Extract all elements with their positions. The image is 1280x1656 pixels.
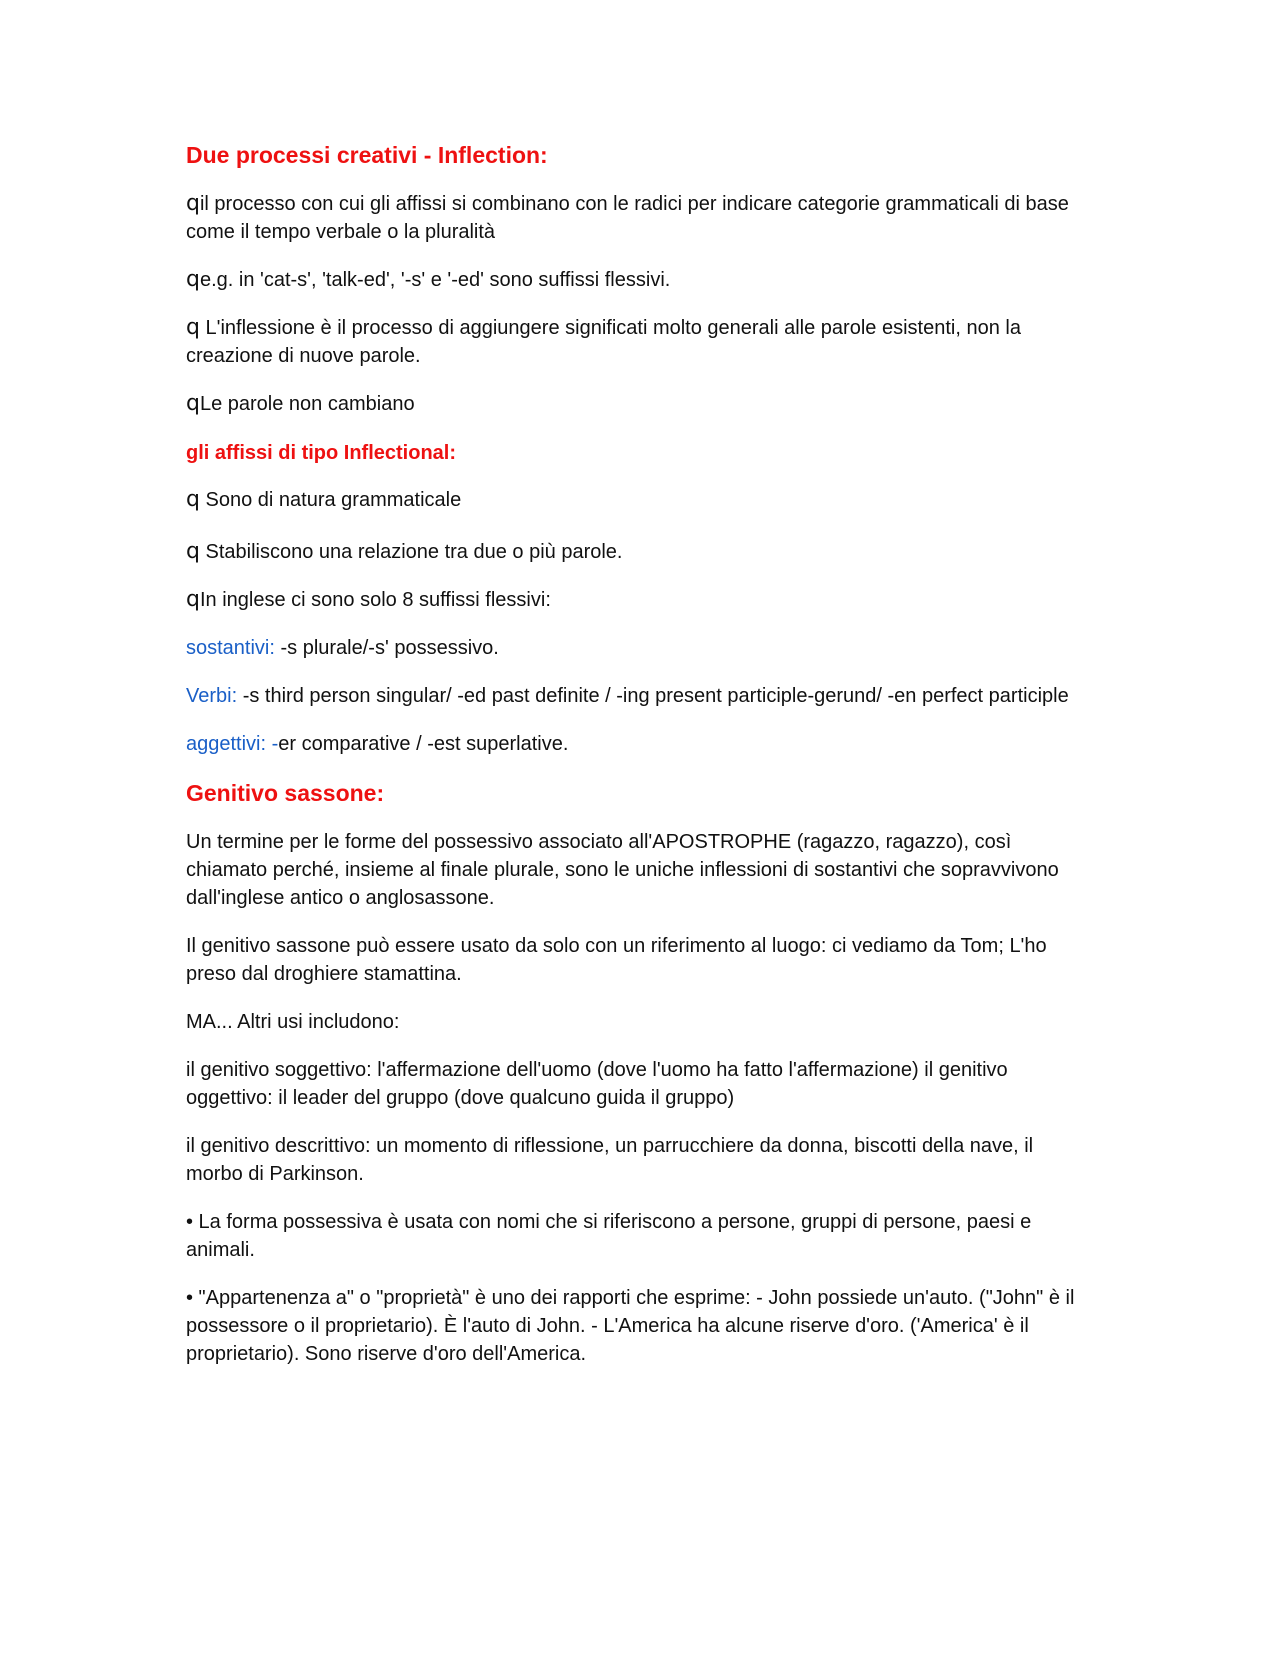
bullet-q-glyph: q xyxy=(186,587,200,612)
paragraph-text: er comparative / -est superlative. xyxy=(278,733,569,755)
paragraph-genitivo-luogo: Il genitivo sassone può essere usato da solo con un riferimento al luogo: ci vediamo da Tom; L'ho preso dal droghiere stamattina. xyxy=(186,935,1047,985)
paragraph-natura-grammaticale xyxy=(186,486,1086,514)
bullet-q-glyph: q xyxy=(186,267,200,292)
paragraph-text: -s third person singular/ -ed past definite / -ing present participle-gerund/ -en perfect participle xyxy=(237,685,1069,707)
paragraph-parole-non-cambiano xyxy=(186,390,1086,418)
paragraph-genitivo-soggettivo: il genitivo soggettivo: l'affermazione dell'uomo (dove l'uomo ha fatto l'affermazione) il genitivo oggettivo: il leader del gruppo (dove qualcuno guida il gruppo) xyxy=(186,1059,1008,1109)
paragraph-sostantivi xyxy=(186,634,1086,662)
paragraph-appartenenza: • "Appartenenza a" o "proprietà" è uno dei rapporti che esprime: - John possiede un'auto. ("John" è il possessore o il proprietario). È l'auto di John. - L'America ha alcune riserve d'oro. ('America' è il proprietario). Sono riserve d'oro dell'America. xyxy=(186,1287,1075,1365)
bullet-q-glyph: q xyxy=(186,315,200,340)
heading-genitivo-sassone: Genitivo sassone: xyxy=(186,780,385,806)
paragraph-forma-possessiva: • La forma possessiva è usata con nomi che si riferiscono a persone, gruppi di persone, paesi e animali. xyxy=(186,1211,1032,1261)
paragraph-inflessione xyxy=(186,314,1086,370)
document-page xyxy=(186,140,1086,1388)
paragraph-text: Sono di natura grammaticale xyxy=(199,489,462,511)
paragraph-example xyxy=(186,266,1086,294)
label-aggettivi: aggettivi: - xyxy=(186,733,279,755)
paragraph-text: -s plurale/-s' possessivo. xyxy=(280,637,499,659)
paragraph-text: Le parole non cambiano xyxy=(199,393,415,415)
paragraph-inflection-definition xyxy=(186,190,1086,246)
paragraph-aggettivi xyxy=(186,730,1086,758)
heading-inflection: Due processi creativi - Inflection: xyxy=(186,142,548,168)
paragraph-altri-usi: MA... Altri usi includono: xyxy=(186,1011,400,1033)
paragraph-text: In inglese ci sono solo 8 suffissi flessivi: xyxy=(199,589,551,611)
paragraph-text: Stabiliscono una relazione tra due o più parole. xyxy=(199,541,623,563)
bullet-q-glyph: q xyxy=(186,539,200,564)
paragraph-genitivo-descrittivo: il genitivo descrittivo: un momento di riflessione, un parrucchiere da donna, biscotti della nave, il morbo di Parkinson. xyxy=(186,1135,1034,1185)
label-sostantivi: sostantivi: xyxy=(186,637,281,659)
paragraph-text: L'inflessione è il processo di aggiungere significati molto generali alle parole esistenti, non la creazione di nuove parole. xyxy=(186,317,1021,367)
bullet-q-glyph: q xyxy=(186,191,200,216)
paragraph-relazione xyxy=(186,538,1086,566)
paragraph-otto-suffissi xyxy=(186,586,1086,614)
bullet-q-glyph: q xyxy=(186,391,200,416)
paragraph-text: il processo con cui gli affissi si combinano con le radici per indicare categorie grammaticali di base come il tempo verbale o la pluralità xyxy=(186,193,1069,243)
label-verbi: Verbi: xyxy=(186,685,238,707)
paragraph-text: e.g. in 'cat-s', 'talk-ed', '-s' e '-ed' sono suffissi flessivi. xyxy=(199,269,671,291)
paragraph-verbi xyxy=(186,682,1086,710)
paragraph-genitivo-definizione: Un termine per le forme del possessivo associato all'APOSTROPHE (ragazzo, ragazzo), così chiamato perché, insieme al finale plurale, sono le uniche inflessioni di sostantivi che sopravvivono dall'inglese antico o anglosassone. xyxy=(186,831,1059,909)
heading-affissi-inflectional: gli affissi di tipo Inflectional: xyxy=(186,442,457,464)
bullet-q-glyph: q xyxy=(186,487,200,512)
